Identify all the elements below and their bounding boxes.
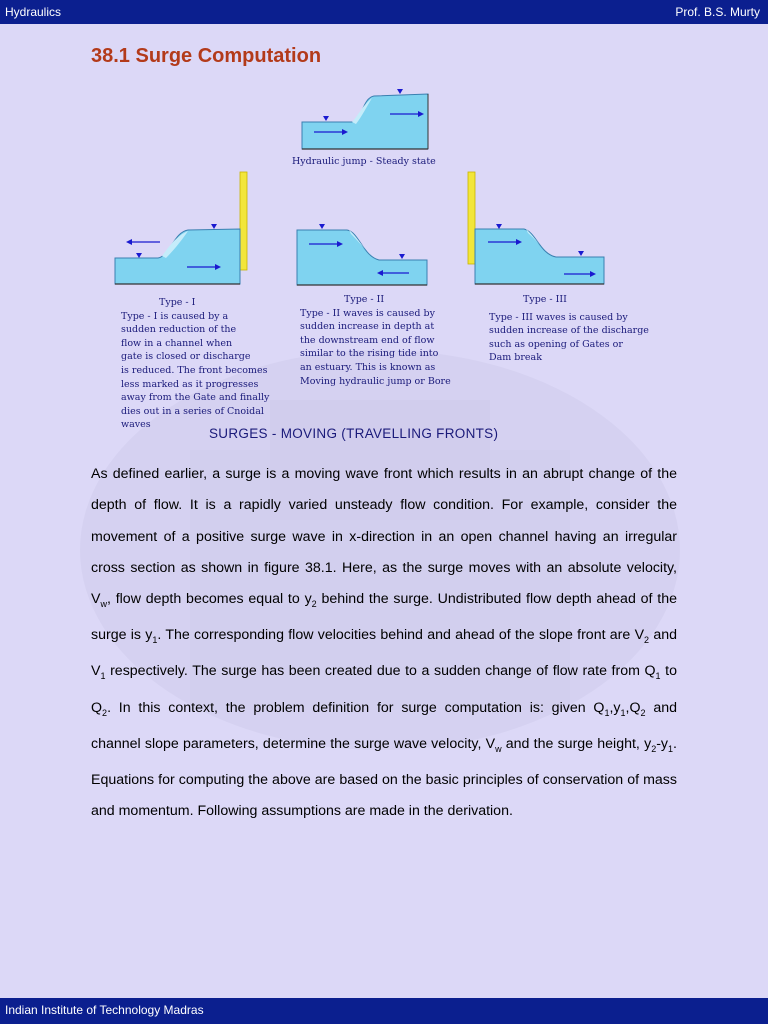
para-text: . In this context, the problem definition for surge computation is: given Q (107, 699, 605, 716)
type2-line: an estuary. This is known as (300, 361, 436, 373)
para-text: and channel slope parameters, determine the surge wave velocity, V (91, 699, 677, 752)
type1-line: Type - I is caused by a (121, 310, 229, 322)
type1-line: is reduced. The front becomes (121, 364, 268, 376)
header-author: Prof. B.S. Murty (675, 5, 760, 19)
type3-line: such as opening of Gates or (489, 338, 623, 350)
type1-caption (121, 296, 291, 432)
type1-heading: Type - I (159, 297, 196, 308)
type3-diagram (464, 170, 608, 288)
type2-line: similar to the rising tide into (300, 348, 439, 360)
para-text: . The corresponding flow velocities behind and ahead of the slope front are V (157, 627, 645, 644)
type1-diagram (112, 170, 252, 288)
type3-caption (489, 293, 674, 365)
subscript: 1 (620, 707, 626, 718)
type1-line: sudden reduction of the (121, 324, 237, 336)
para-text: -y (656, 735, 669, 752)
type2-line: the downstream end of flow (300, 334, 435, 346)
subscript: 1 (604, 707, 610, 718)
type2-heading: Type - II (344, 294, 385, 305)
subscript: 1 (668, 743, 674, 754)
subscript: 2 (640, 707, 646, 718)
footer-bar (0, 998, 768, 1024)
section-title: 38.1 Surge Computation (91, 45, 322, 67)
subscript: 2 (651, 743, 657, 754)
type1-line: gate is closed or discharge (121, 351, 251, 363)
type3-line: sudden increase of the discharge (489, 325, 649, 337)
header-subject: Hydraulics (5, 5, 62, 19)
type2-caption (300, 293, 475, 388)
type3-line: Dam break (489, 352, 542, 364)
para-text: As defined earlier, a surge is a moving wave front which results in an abrupt change of the depth of flow. It is a rapidly varied unsteady flow condition. For example, consider the movement of a positive surge wave in x-direction in an open channel having an irregular cross section as shown in figure 38.1. Here, as the surge moves with an absolute velocity, V (91, 466, 677, 608)
para-text: to Q (91, 663, 677, 716)
type3-heading: Type - III (523, 294, 567, 305)
para-text: and the surge height, y (501, 735, 652, 752)
subscript: 1 (100, 671, 106, 682)
type3-line: Type - III waves is caused by (489, 311, 628, 323)
subscript: w (100, 599, 107, 610)
subscript: 2 (102, 707, 108, 718)
para-text: and V (91, 627, 677, 680)
header-bar (0, 0, 768, 24)
type1-line: dies out in a series of Cnoidal (121, 405, 264, 417)
steady-jump-diagram (300, 86, 430, 152)
subscript: 2 (644, 635, 650, 646)
type2-line: Type - II waves is caused by (300, 307, 435, 319)
subscript: 1 (152, 635, 158, 646)
body-paragraph (91, 459, 677, 827)
para-text: ,y (609, 699, 621, 716)
subscript: 2 (311, 599, 317, 610)
para-text: respectively. The surge has been created due to a sudden change of flow rate from Q (105, 663, 656, 680)
steady-jump-caption: Hydraulic jump - Steady state (292, 156, 436, 167)
type2-line: Moving hydraulic jump or Bore (300, 375, 451, 387)
type2-diagram (295, 222, 431, 288)
para-text: . Equations for computing the above are based on the basic principles of conservation of mass and momentum. Following assumptions are made in the derivation. (91, 735, 677, 820)
para-text: , flow depth becomes equal to y (106, 591, 312, 608)
type1-line: less marked as it progresses (121, 378, 259, 390)
surges-label: SURGES - MOVING (TRAVELLING FRONTS) (209, 426, 499, 441)
type1-line: away from the Gate and finally (121, 392, 270, 404)
type1-line: waves (121, 419, 151, 431)
footer-institute: Indian Institute of Technology Madras (5, 1003, 204, 1017)
para-text: ,Q (625, 699, 641, 716)
type2-line: sudden increase in depth at (300, 321, 435, 333)
para-text: behind the surge. Undistributed flow depth ahead of the surge is y (91, 591, 677, 644)
subscript: w (495, 743, 502, 754)
type1-line: flow in a channel when (121, 337, 233, 349)
subscript: 1 (655, 671, 661, 682)
